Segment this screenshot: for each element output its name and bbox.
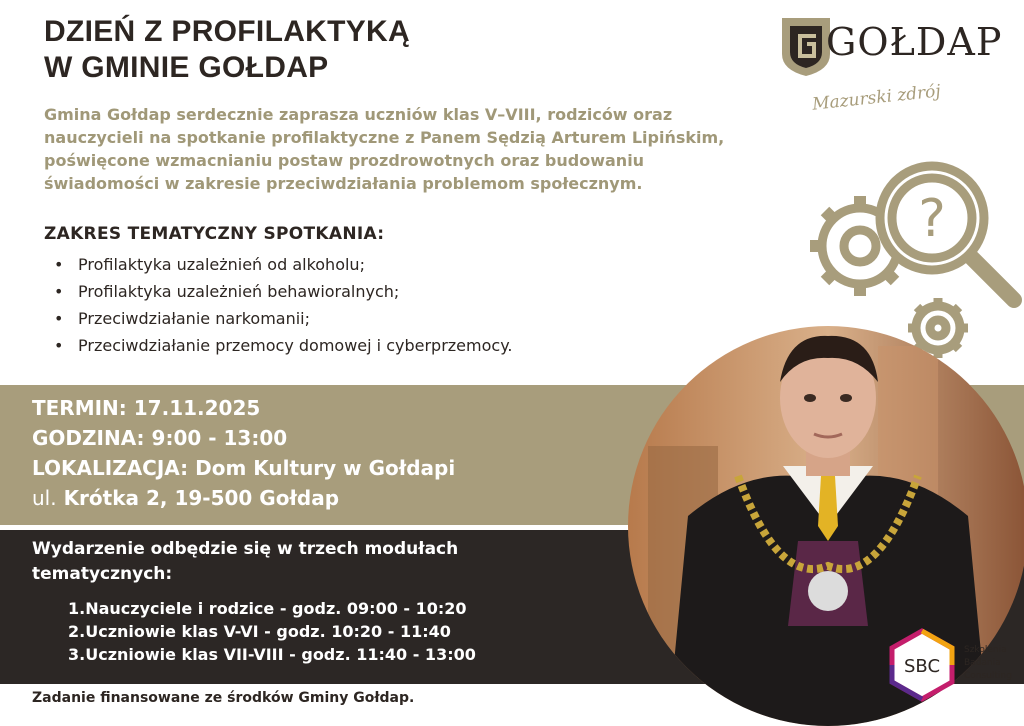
- time-row: [32, 423, 455, 453]
- title-line-1: DZIEŃ Z PROFILAKTYKĄ: [44, 15, 410, 48]
- logo-tagline: Mazurski zdrój: [811, 81, 942, 115]
- sbc-logo-icon: [884, 627, 960, 703]
- intro-text: Gmina Gołdap serdecznie zaprasza uczniów klas V–VIII, rodziców oraz nauczycieli na spotkanie profilaktyczne z Panem Sędzią Arturem Lipińskim, poświęcone wzmacnianiu postaw prozdrowotnych oraz budowaniu świadomości w zakresie przeciwdziałania problemom społecznym.: [44, 105, 725, 193]
- time-value: 9:00 - 13:00: [151, 426, 288, 450]
- modules-section: [32, 537, 552, 666]
- topic-item: • Profilaktyka uzależnień behawioralnych;: [50, 278, 512, 305]
- module-item: 3.Uczniowie klas VII-VIII - godz. 11:40 - 13:00: [68, 645, 476, 664]
- sbc-line-3: Consulting: [964, 671, 1012, 681]
- topic-item: • Profilaktyka uzależnień od alkoholu;: [50, 251, 512, 278]
- location-row: [32, 453, 455, 483]
- street-row: [32, 483, 455, 513]
- sbc-line-1: Szkolenia: [964, 645, 1007, 655]
- date-value: 17.11.2025: [133, 396, 261, 420]
- goldap-shield-icon: [780, 14, 832, 78]
- event-details: [32, 393, 455, 513]
- topics-heading: ZAKRES TEMATYCZNY SPOTKANIA:: [44, 224, 385, 244]
- funding-note: Zadanie finansowane ze środków Gminy Gołdap.: [32, 690, 415, 706]
- svg-text:?: ?: [918, 189, 946, 249]
- street-value: Krótka 2, 19-500 Gołdap: [63, 486, 340, 510]
- page-title: [44, 14, 410, 86]
- location-value: Dom Kultury w Gołdapi: [195, 456, 456, 480]
- time-label: GODZINA:: [32, 426, 145, 450]
- title-line-2: W GMINIE GOŁDAP: [44, 51, 329, 84]
- topic-item: • Przeciwdziałanie narkomanii;: [50, 305, 512, 332]
- location-label: LOKALIZACJA:: [32, 456, 189, 480]
- modules-list: [68, 597, 552, 666]
- topics-list: [50, 251, 512, 359]
- sbc-acronym: SBC: [903, 656, 941, 677]
- sbc-line-2: Badania: [964, 658, 1001, 668]
- modules-heading: Wydarzenie odbędzie się w trzech modułach tematycznych:: [32, 539, 459, 584]
- logo-wordmark: GOŁDAP: [826, 20, 1003, 64]
- street-prefix: ul.: [32, 486, 57, 510]
- date-row: [32, 393, 455, 423]
- module-item: 2.Uczniowie klas V-VI - godz. 10:20 - 11:40: [68, 622, 451, 641]
- module-item: 1.Nauczyciele i rodzice - godz. 09:00 - 10:20: [68, 599, 467, 618]
- date-label: TERMIN:: [32, 396, 127, 420]
- topic-item: • Przeciwdziałanie przemocy domowej i cyberprzemocy.: [50, 332, 512, 359]
- sbc-caption: [964, 644, 1012, 683]
